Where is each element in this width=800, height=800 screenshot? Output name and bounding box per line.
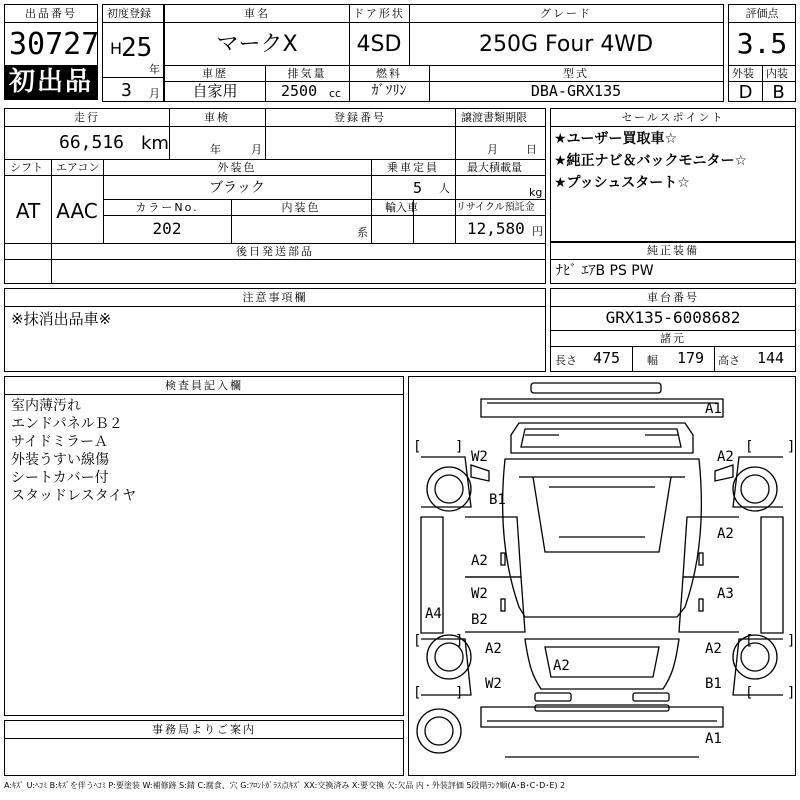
fuel: ｶﾞｿﾘﾝ [371, 83, 407, 99]
ext-grade-label: 外装 [732, 67, 754, 80]
lot-number-label: 出品番号 [25, 7, 77, 20]
ext-grade: D [738, 82, 753, 103]
month-unit: 月 [149, 87, 160, 100]
chassis-box [550, 288, 796, 372]
damage-mark-a4-left-sill: A4 [425, 606, 442, 622]
car-diagram [409, 377, 795, 775]
first-listing-badge: 初出品 [4, 66, 98, 100]
inspector-label: 検査員記入欄 [165, 379, 243, 392]
mileage: 66,516 [59, 132, 125, 153]
first-registration-box [102, 4, 164, 102]
score-label: 評価点 [745, 7, 779, 20]
equipment-label: 純正装備 [647, 244, 699, 257]
svg-text:]: ] [455, 633, 464, 649]
caution-label: 注意事項欄 [242, 291, 308, 304]
damage-mark-a2-left-rear-fender: A2 [485, 641, 502, 657]
transfer-day-unit: 日 [526, 143, 537, 156]
displacement-label: 排気量 [287, 67, 327, 80]
inspector-box [4, 376, 404, 716]
era-label: H [110, 39, 123, 58]
year-unit: 年 [149, 63, 160, 76]
history-label: 車歴 [202, 67, 228, 80]
lot-number-box [4, 4, 98, 66]
shift-label: シフト [10, 161, 43, 174]
length-label: 長さ [555, 354, 577, 367]
caution-text: ※抹消出品車※ [11, 310, 112, 328]
displacement: 2500 [281, 82, 318, 100]
capacity-unit: 人 [439, 182, 450, 195]
recycle-label: リサイクル預託金 [456, 202, 535, 213]
sales-points-box [550, 108, 796, 242]
model: DBA-GRX135 [530, 82, 622, 100]
mileage-unit: km [141, 133, 169, 154]
chassis-label: 車台番号 [647, 291, 699, 304]
ext-color: ブラック [209, 180, 265, 196]
car-name-label: 車名 [244, 7, 270, 20]
svg-text:[: [ [413, 685, 422, 701]
inspector-note-6: スタッドレスタイヤ [11, 488, 137, 504]
svg-text:[: [ [745, 439, 754, 455]
capacity-label: 乗車定員 [387, 161, 439, 174]
damage-mark-w2-front-left: W2 [471, 449, 488, 465]
damage-mark-rear-a1: A1 [705, 731, 722, 747]
inspector-note-1: 室内薄汚れ [11, 398, 81, 414]
recycle-fee: 12,580 [467, 219, 525, 238]
first-registration-year: 25 [121, 33, 153, 63]
damage-mark-a2-left-front-door: A2 [471, 553, 488, 569]
damage-mark-a2-trunk: A2 [553, 658, 570, 674]
inspector-note-4: 外装うすい線傷 [11, 452, 109, 468]
office-box [4, 720, 404, 776]
width-label: 幅 [647, 354, 658, 367]
sales-points-label: セールスポイント [621, 111, 725, 124]
door-type: 4SD [356, 32, 402, 57]
damage-mark-a2-front-right: A2 [717, 449, 734, 465]
inspection-label: 車検 [204, 111, 230, 124]
int-grade-label: 内装 [766, 67, 788, 80]
svg-text:[: [ [745, 685, 754, 701]
spec-grid [4, 108, 546, 284]
equipment-value: ﾅﾋﾞ ｴｱB PS PW [556, 263, 654, 279]
int-color-unit: 系 [357, 226, 368, 239]
damage-mark-w2-left-bumper: W2 [485, 676, 502, 692]
sales-point-1: ★ユーザー買取車☆ [554, 131, 678, 147]
caution-box [4, 288, 546, 372]
transfer-month-unit: 月 [487, 143, 498, 156]
lot-number: 30727 [9, 27, 100, 62]
damage-mark-b1-right-bumper: B1 [705, 676, 722, 692]
shift: AT [15, 199, 41, 223]
history: 自家用 [192, 82, 238, 100]
height-label: 高さ [718, 354, 740, 367]
model-label: 型式 [563, 67, 589, 80]
ac: AAC [56, 199, 98, 223]
door-label: ドア形状 [353, 7, 405, 20]
capacity: 5 [413, 179, 423, 197]
damage-mark-a2-right-rear-fender: A2 [705, 641, 722, 657]
inspection-month-unit: 月 [251, 143, 262, 156]
svg-text:[: [ [413, 439, 422, 455]
svg-text:]: ] [787, 633, 795, 649]
color-no-label: カラーNo. [135, 201, 199, 214]
car-name: マークX [216, 32, 298, 57]
damage-mark-a2-right-front-door: A2 [717, 526, 734, 542]
office-label: 事務局よりご案内 [152, 723, 256, 736]
damage-mark-front-a1: A1 [705, 401, 722, 417]
svg-text:]: ] [787, 439, 795, 455]
first-registration-label: 初度登録 [107, 7, 151, 20]
car-main-box [164, 4, 724, 102]
damage-mark-w2-left-rear-door: W2 [471, 586, 488, 602]
damage-mark-b2-left-rear-door: B2 [471, 612, 488, 628]
score-box [728, 4, 796, 102]
int-grade: B [772, 82, 785, 103]
chassis-number: GRX135-6008682 [605, 308, 741, 327]
length: 475 [593, 349, 621, 367]
score: 3.5 [736, 27, 788, 60]
reg-no-label: 登録番号 [334, 111, 386, 124]
transfer-docs-label: 譲渡書類期限 [461, 111, 527, 124]
grade-label: グレード [540, 7, 592, 20]
inspector-note-3: サイドミラーＡ [11, 434, 109, 450]
svg-text:]: ] [455, 685, 464, 701]
import-label: 輸入車 [385, 201, 418, 214]
ac-label: エアコン [56, 161, 100, 174]
later-parts-label: 後日発送部品 [236, 245, 314, 258]
int-color-label: 内装色 [281, 201, 321, 214]
car-diagram-box [408, 376, 796, 776]
inspector-note-2: エンドパネルＢ２ [11, 416, 123, 432]
damage-mark-a3-right-rear-door: A3 [717, 586, 734, 602]
svg-text:[: [ [413, 633, 422, 649]
height: 144 [757, 349, 785, 367]
dims-label: 諸元 [660, 332, 686, 345]
sales-point-3: ★プッシュスタート☆ [554, 175, 690, 191]
svg-text:[: [ [745, 633, 754, 649]
svg-text:]: ] [787, 685, 795, 701]
displacement-unit: cc [329, 87, 342, 100]
first-registration-month: 3 [121, 80, 132, 101]
recycle-unit: 円 [532, 225, 543, 238]
width: 179 [677, 349, 705, 367]
svg-text:]: ] [455, 439, 464, 455]
mileage-label: 走行 [74, 111, 100, 124]
sales-point-2: ★純正ナビ＆バックモニター☆ [554, 153, 748, 169]
inspector-note-5: シートカバー付 [11, 470, 109, 486]
max-load-label: 最大積載量 [467, 161, 522, 174]
max-load-unit: kg [529, 186, 543, 199]
grade: 250G Four 4WD [478, 32, 654, 57]
fuel-label: 燃料 [376, 67, 402, 80]
equipment-box [550, 242, 796, 284]
legend: A:ｷｽﾞ U:ﾍｺﾐ B:ｷｽﾞを伴うﾍｺﾐ P:要塗装 W:補修跡 S:錆 C:腐食、穴 G:ﾌﾛﾝﾄｶﾞﾗｽ点ｷｽﾞ XX:交換済み X:要交換 欠:欠品 内・外装評価 5段階ﾗﾝｸ順(A･B･C･D･E) 2 [4, 781, 566, 790]
damage-mark-b1-hood: B1 [489, 492, 506, 508]
ext-color-label: 外装色 [217, 161, 257, 174]
color-no: 202 [152, 219, 182, 238]
inspection-year-unit: 年 [210, 143, 221, 156]
